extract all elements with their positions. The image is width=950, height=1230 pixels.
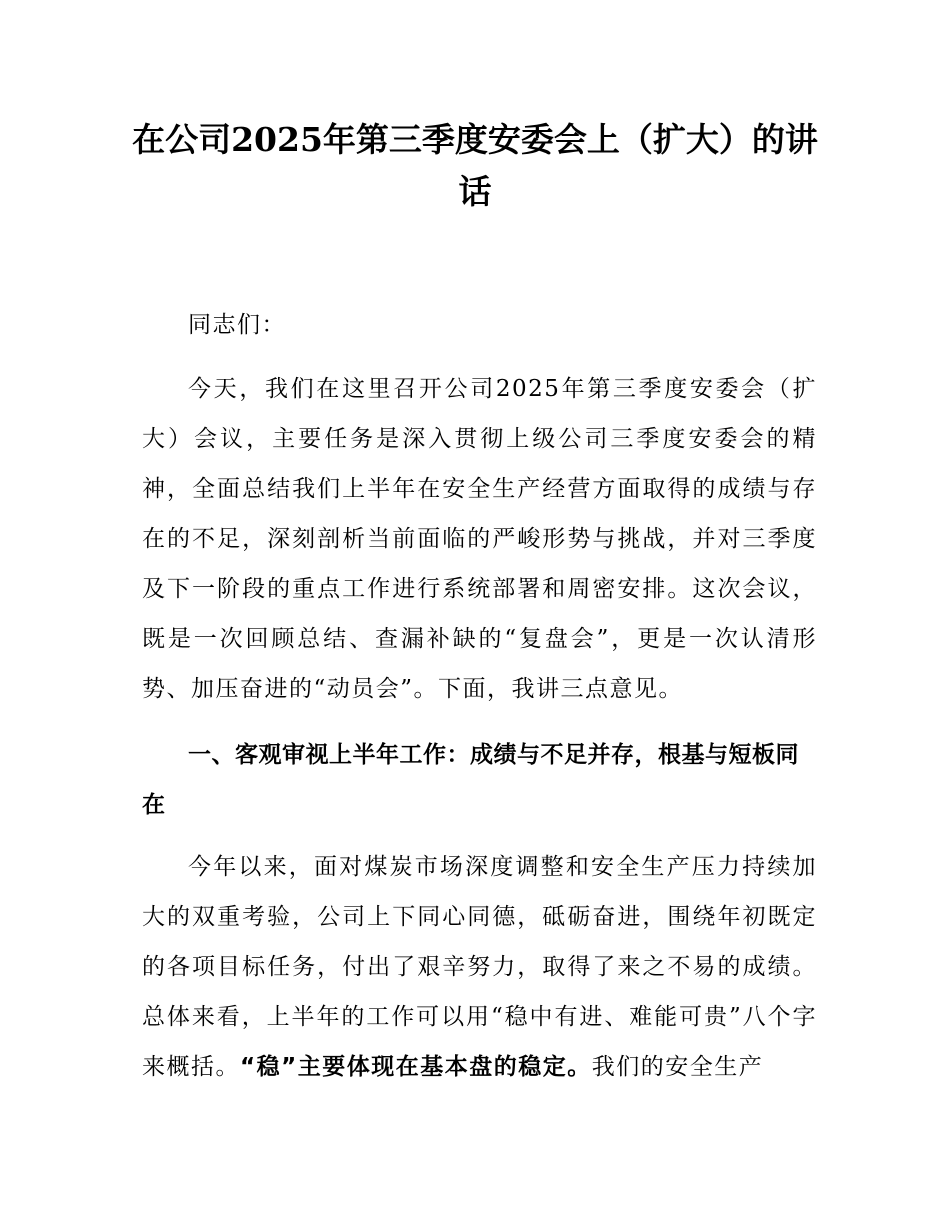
paragraph-section-1-tail: 我们的安全生产 <box>591 1054 764 1080</box>
paragraph-section-1-lead: 今年以来，面对煤炭市场深度调整和安全生产压力持续加大的双重考验，公司上下同心同德，砥砺奋进，围绕年初既定的各项目标任务，付出了艰辛努力，取得了来之不易的成绩。总体来看，上半年的工作可以用“稳中有进、难能可贵”八个字来概括。 <box>142 854 817 1080</box>
paragraph-section-1-emphasis: “稳”主要体现在基本盘的稳定。 <box>240 1054 592 1080</box>
document-title: 在公司2025年第三季度安委会上（扩大）的讲话 <box>132 120 818 211</box>
paragraph-intro: 今天，我们在这里召开公司2025年第三季度安委会（扩大）会议，主要任务是深入贯彻上级公司三季度安委会的精神，全面总结我们上半年在安全生产经营方面取得的成绩与存在的不足，深刻剖析当前面临的严峻形势与挑战，并对三季度及下一阶段的重点工作进行系统部署和周密安排。这次会议，既是一次回顾总结、查漏补缺的“复盘会”，更是一次认清形势、加压奋进的“动员会”。下面，我讲三点意见。 <box>142 376 817 702</box>
salutation: 同志们： <box>188 312 286 338</box>
section-heading-1: 一、客观审视上半年工作：成绩与不足并存，根基与短板同在 <box>142 742 799 818</box>
paragraph-section-1 <box>142 842 817 1092</box>
